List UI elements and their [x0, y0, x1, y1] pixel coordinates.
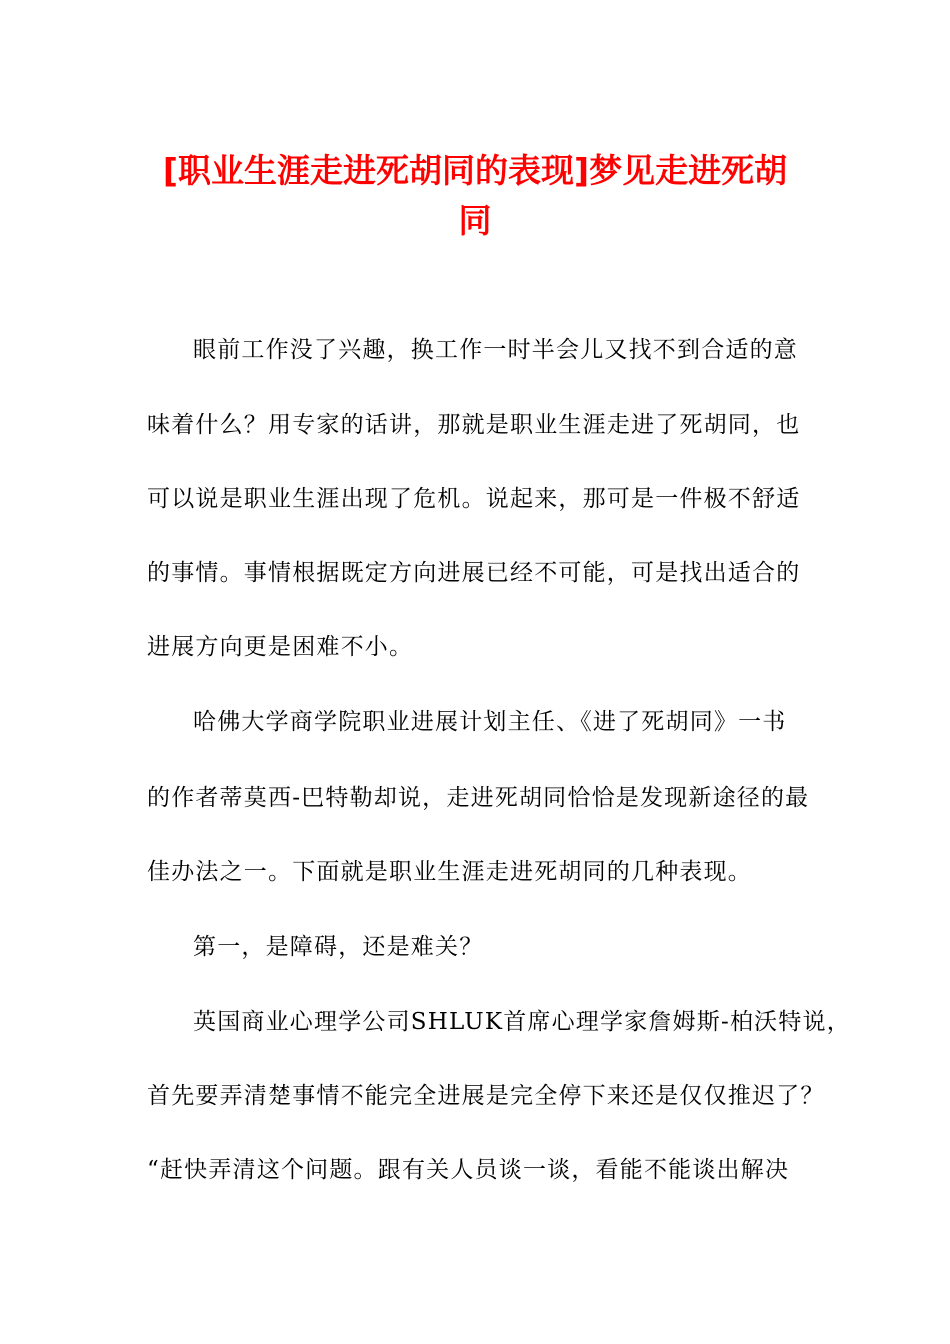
paragraph-2-line-2: 的作者蒂莫西-巴特勒却说，走进死胡同恰恰是发现新途径的最: [147, 785, 810, 811]
paragraph-1-line-3: 可以说是职业生涯出现了危机。说起来，那可是一件极不舒适: [147, 486, 801, 512]
paragraph-2-line-1: 哈佛大学商学院职业进展计划主任、《进了死胡同》一书: [193, 709, 787, 735]
paragraph-1-line-4: 的事情。事情根据既定方向进展已经不可能，可是找出适合的: [147, 560, 801, 586]
paragraph-1-line-1: 眼前工作没了兴趣，换工作一时半会儿又找不到合适的意: [193, 337, 798, 363]
document-title-line-2: 同: [458, 201, 492, 240]
paragraph-3-line-1: 英国商业心理学公司SHLUK首席心理学家詹姆斯-柏沃特说，: [193, 1009, 851, 1035]
document-title-line-1: [职业生涯走进死胡同的表现]梦见走进死胡: [162, 151, 788, 190]
paragraph-2-line-3: 佳办法之一。下面就是职业生涯走进死胡同的几种表现。: [147, 859, 752, 885]
paragraph-3-line-2: 首先要弄清楚事情不能完全进展是完全停下来还是仅仅推迟了？: [147, 1083, 825, 1109]
paragraph-1-line-5: 进展方向更是困难不小。: [147, 634, 414, 660]
section-heading-1: 第一，是障碍，还是难关？: [193, 934, 484, 960]
paragraph-3-line-3: “赶快弄清这个问题。跟有关人员谈一谈，看能不能谈出解决: [147, 1157, 790, 1183]
paragraph-1-line-2: 味着什么？用专家的话讲，那就是职业生涯走进了死胡同，也: [147, 412, 801, 438]
